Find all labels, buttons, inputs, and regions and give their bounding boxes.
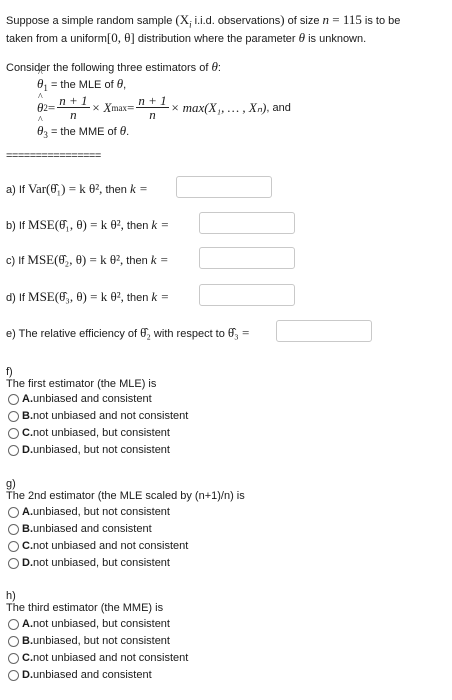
- option-text: not unbiased, but consistent: [33, 618, 170, 630]
- question-a-prefix: a) If: [6, 184, 29, 196]
- question-d-k: k =: [151, 289, 170, 304]
- answer-c-input[interactable]: [199, 247, 295, 269]
- theta-hat-2-sub: 2: [43, 102, 48, 113]
- question-d-then: then: [123, 292, 152, 304]
- fraction-numerator: n + 1: [59, 93, 88, 108]
- radio-h-c[interactable]: [8, 653, 19, 664]
- theta-hat-1: ^ θ: [37, 76, 43, 92]
- intro-n: n: [322, 12, 330, 27]
- radio-g-b[interactable]: [8, 524, 19, 535]
- question-d-math: MSE(θ̂₃, θ) = k θ²,: [28, 289, 124, 304]
- question-c-k: k =: [150, 252, 169, 267]
- option-text: unbiased, but not consistent: [33, 506, 170, 518]
- question-e-prefix: e) The relative efficiency of: [6, 328, 141, 340]
- radio-g-c[interactable]: [8, 541, 19, 552]
- option-h-a[interactable]: [8, 617, 170, 631]
- option-text: not unbiased, but consistent: [33, 427, 170, 439]
- question-c: [6, 252, 169, 268]
- estimator-1-theta: θ: [116, 76, 124, 91]
- question-c-math: MSE(θ̂₂, θ) = k θ²,: [27, 252, 124, 267]
- intro-line-1: [6, 12, 400, 30]
- question-a-k: k =: [129, 181, 148, 196]
- theta-hat-2: ^ θ: [37, 100, 43, 116]
- question-b-prefix: b) If: [6, 220, 29, 232]
- estimators-heading-text: Consider the following three estimators of: [6, 62, 212, 74]
- option-f-d[interactable]: [8, 443, 170, 457]
- question-a-math: Var(θ̂₁) = k θ²,: [28, 181, 103, 196]
- option-letter: D.: [22, 557, 33, 569]
- question-c-prefix: c) If: [6, 255, 28, 267]
- intro-i-sub: i: [189, 19, 192, 30]
- fraction-numerator-2: n + 1: [138, 93, 167, 108]
- option-letter: B.: [22, 410, 33, 422]
- radio-g-a[interactable]: [8, 507, 19, 518]
- intro-close-paren: ): [280, 12, 285, 27]
- radio-f-c[interactable]: [8, 428, 19, 439]
- intro-text: Suppose a simple random sample: [6, 15, 176, 27]
- estimator-3-theta: θ: [119, 123, 127, 138]
- intro-line-2: [6, 30, 366, 46]
- estimator-2: [37, 94, 291, 121]
- estimators-heading-colon: :: [217, 62, 221, 74]
- estimator-2-eq: =: [47, 99, 56, 115]
- intro-unknown: is unknown.: [305, 33, 367, 45]
- estimator-2-and: , and: [266, 101, 291, 114]
- question-e-theta-3: θ̂₃: [227, 325, 239, 340]
- radio-h-a[interactable]: [8, 619, 19, 630]
- theta-hat-3-sub: 3: [43, 130, 48, 141]
- answer-e-input[interactable]: [276, 320, 372, 342]
- question-e-theta-2: θ̂₂: [140, 325, 151, 340]
- question-a: [6, 181, 148, 197]
- max-sub: max: [111, 102, 127, 113]
- fraction-n-plus-1-over-n-2: [136, 94, 168, 121]
- option-g-d[interactable]: [8, 556, 170, 570]
- option-text: not unbiased and not consistent: [33, 410, 189, 422]
- question-b-k: k =: [151, 217, 170, 232]
- option-h-b[interactable]: [8, 634, 170, 648]
- option-letter: B.: [22, 523, 33, 535]
- intro-tobe: is to be: [361, 15, 401, 27]
- estimator-3-text: = the MME of: [47, 126, 120, 138]
- fraction-denominator: n: [70, 107, 77, 122]
- radio-f-d[interactable]: [8, 445, 19, 456]
- question-h-prompt: The third estimator (the MME) is: [6, 602, 164, 614]
- option-letter: D.: [22, 444, 33, 456]
- intro-param-text: distribution where the parameter: [134, 33, 299, 45]
- question-e: [6, 325, 249, 341]
- max-expression: × max(X₁, … , Xₙ): [170, 99, 267, 115]
- times-x-max: × X: [91, 99, 112, 115]
- option-letter: D.: [22, 669, 33, 681]
- option-letter: A.: [22, 506, 33, 518]
- theta-hat-1-sub: 1: [43, 83, 48, 94]
- radio-h-b[interactable]: [8, 636, 19, 647]
- radio-f-b[interactable]: [8, 411, 19, 422]
- estimator-1: [37, 76, 126, 93]
- question-c-then: then: [123, 255, 151, 267]
- option-f-b[interactable]: [8, 409, 188, 423]
- option-text: unbiased and consistent: [33, 669, 152, 681]
- estimators-heading-theta: θ: [211, 59, 218, 74]
- estimator-3: [37, 123, 129, 140]
- option-h-d[interactable]: [8, 668, 152, 682]
- option-letter: C.: [22, 652, 33, 664]
- option-text: not unbiased and not consistent: [33, 540, 189, 552]
- intro-uniform-text: taken from a uniform: [6, 33, 107, 45]
- intro-theta: θ: [298, 30, 306, 45]
- question-g-prompt: The 2nd estimator (the MLE scaled by (n+1)/n) is: [6, 490, 245, 502]
- radio-f-a[interactable]: [8, 394, 19, 405]
- option-g-b[interactable]: [8, 522, 152, 536]
- intro-interval: [0, θ]: [106, 30, 135, 45]
- option-letter: B.: [22, 635, 33, 647]
- question-f-label: f): [6, 366, 13, 378]
- option-letter: A.: [22, 393, 33, 405]
- intro-n-value: = 115: [329, 12, 362, 27]
- option-text: unbiased, but not consistent: [33, 635, 170, 647]
- question-b-math: MSE(θ̂₁, θ) = k θ²,: [28, 217, 124, 232]
- option-h-c[interactable]: [8, 651, 188, 665]
- intro-iid: i.i.d. observations: [191, 15, 281, 27]
- question-d-prefix: d) If: [6, 292, 29, 304]
- question-b: [6, 217, 169, 233]
- option-g-a[interactable]: [8, 505, 170, 519]
- estimator-1-text: = the MLE of: [47, 79, 117, 91]
- option-text: not unbiased and not consistent: [33, 652, 189, 664]
- question-h-label: h): [6, 590, 16, 602]
- option-text: unbiased and consistent: [33, 523, 152, 535]
- option-f-a[interactable]: [8, 392, 152, 406]
- option-letter: C.: [22, 540, 33, 552]
- estimator-1-comma: ,: [123, 79, 127, 91]
- fraction-n-plus-1-over-n: [57, 94, 89, 121]
- option-text: not unbiased, but consistent: [33, 557, 170, 569]
- option-letter: C.: [22, 427, 33, 439]
- question-f-prompt: The first estimator (the MLE) is: [6, 378, 157, 390]
- separator: ================: [6, 150, 101, 162]
- answer-d-input[interactable]: [199, 284, 295, 306]
- question-d: [6, 289, 169, 305]
- question-e-equals: =: [238, 325, 250, 340]
- estimator-3-period: .: [126, 126, 130, 138]
- estimator-2-eq-2: =: [126, 99, 135, 115]
- question-a-then: then: [102, 184, 130, 196]
- option-text: unbiased, but not consistent: [33, 444, 170, 456]
- answer-b-input[interactable]: [199, 212, 295, 234]
- option-text: unbiased and consistent: [33, 393, 152, 405]
- option-letter: A.: [22, 618, 33, 630]
- radio-h-d[interactable]: [8, 670, 19, 681]
- theta-hat-3: ^ θ: [37, 123, 43, 139]
- intro-x: (X: [175, 12, 190, 27]
- intro-size-text: of size: [284, 15, 323, 27]
- option-f-c[interactable]: [8, 426, 170, 440]
- answer-a-input[interactable]: [176, 176, 272, 198]
- question-e-with-respect: with respect to: [150, 328, 228, 340]
- option-g-c[interactable]: [8, 539, 188, 553]
- radio-g-d[interactable]: [8, 558, 19, 569]
- fraction-denominator-2: n: [149, 107, 156, 122]
- question-g-label: g): [6, 478, 16, 490]
- intro-xi: [175, 12, 192, 30]
- question-b-then: then: [123, 220, 152, 232]
